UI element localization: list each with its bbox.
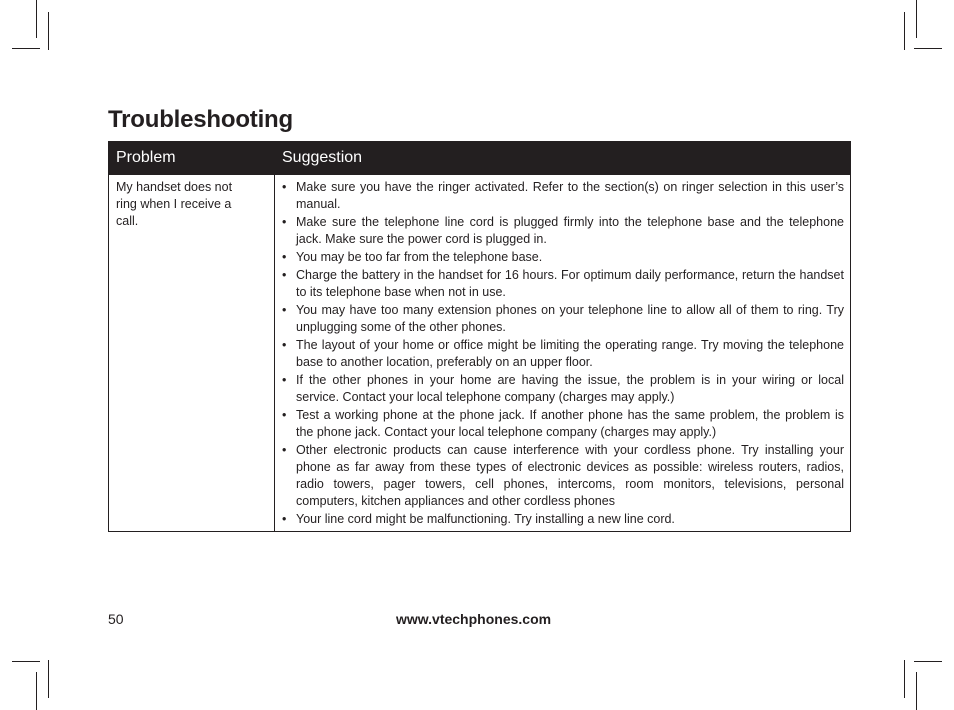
crop-mark <box>48 12 49 50</box>
website-link[interactable]: www.vtechphones.com <box>396 611 552 627</box>
crop-mark <box>904 660 905 698</box>
suggestion-item: • Make sure you have the ringer activated. Refer to the section(s) on ringer selection in this user’s manual. <box>282 179 844 213</box>
suggestion-item: • If the other phones in your home are having the issue, the problem is in your wiring or local service. Contact your local telephone company (charges may apply.) <box>282 372 844 406</box>
crop-mark <box>914 661 942 662</box>
page-number: 50 <box>108 611 124 627</box>
crop-mark <box>914 48 942 49</box>
problem-cell <box>109 175 275 532</box>
suggestion-item: • You may have too many extension phones on your telephone line to allow all of them to ring. Try unplugging some of the other phones. <box>282 302 844 336</box>
suggestion-item: • Make sure the telephone line cord is plugged firmly into the telephone base and the telephone jack. Make sure the power cord is plugged in. <box>282 214 844 248</box>
suggestion-cell <box>275 175 851 532</box>
crop-mark <box>12 661 40 662</box>
suggestion-item: • The layout of your home or office might be limiting the operating range. Try moving the telephone base to another location, preferably on an upper floor. <box>282 337 844 371</box>
suggestion-item: • Other electronic products can cause interference with your cordless phone. Try installing your phone as far away from these types of electronic devices as possible: wireless routers, radios, radio towers, pager towers, cell phones, intercoms, room monitors, televisions, personal computers, kitchen appliances and other cordless phones <box>282 442 844 510</box>
problem-column-header: Problem <box>109 142 275 175</box>
suggestion-item: • Your line cord might be malfunctioning. Try installing a new line cord. <box>282 511 844 528</box>
crop-mark <box>916 672 917 710</box>
table-row <box>109 175 851 532</box>
crop-mark <box>904 12 905 50</box>
crop-mark <box>916 0 917 38</box>
troubleshooting-table <box>108 141 851 532</box>
crop-mark <box>36 672 37 710</box>
problem-text: My handset does not ring when I receive a call. <box>116 180 233 228</box>
crop-mark <box>36 0 37 38</box>
crop-mark <box>12 48 40 49</box>
suggestion-column-header: Suggestion <box>275 142 851 175</box>
crop-mark <box>48 660 49 698</box>
suggestion-item: • Test a working phone at the phone jack. If another phone has the same problem, the problem is the phone jack. Contact your local telephone company (charges may apply.) <box>282 407 844 441</box>
suggestion-item: • Charge the battery in the handset for 16 hours. For optimum daily performance, return the handset to its telephone base when not in use. <box>282 267 844 301</box>
table-header-row <box>109 142 851 175</box>
page-title: Troubleshooting <box>108 106 293 133</box>
suggestion-list <box>282 179 844 528</box>
suggestion-item: • You may be too far from the telephone base. <box>282 249 844 266</box>
